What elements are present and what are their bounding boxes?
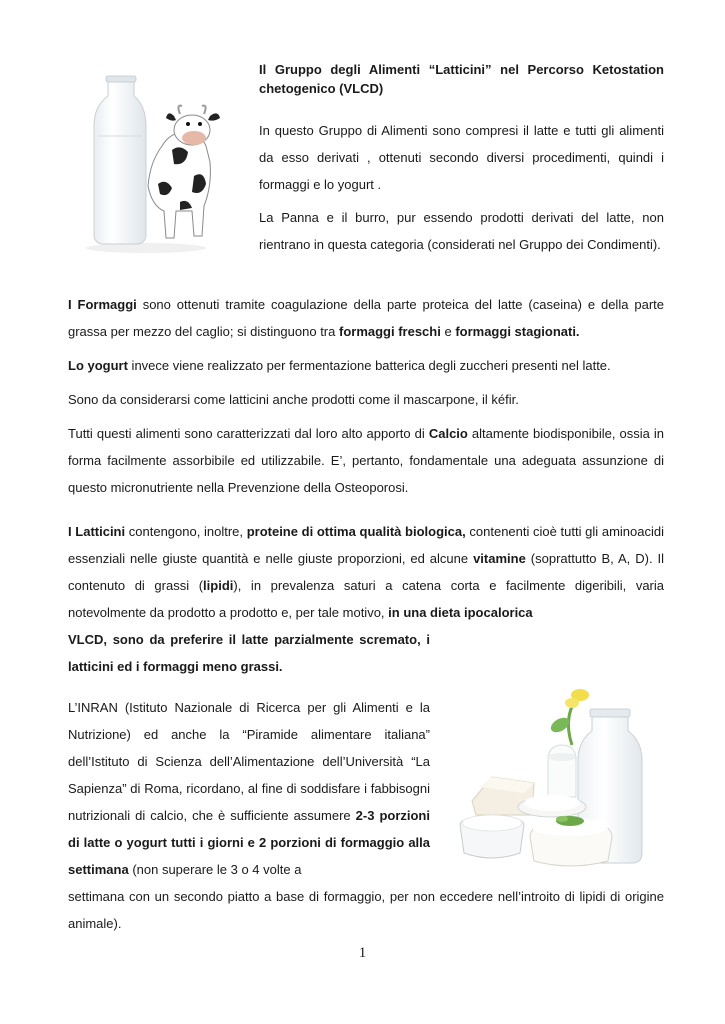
calcio-bold: Calcio <box>428 426 468 441</box>
latticini-dieta: in una dieta ipocalorica <box>388 605 533 620</box>
intro-paragraph-2: La Panna e il burro, pur essendo prodotti derivati del latte, non rientrano in questa categoria (considerati nel Gruppo dei Condimenti). <box>259 210 664 252</box>
latticini-vlcd-line <box>68 626 430 653</box>
document-title <box>259 60 664 98</box>
formaggi-paragraph <box>68 291 664 345</box>
calcio-text-2: altamente biodisponibile, ossia in forma facilmente assorbibile ed utilizzabile. E’, pertanto, fondamentale una adeguata assunzione di questo micronutriente nella Prevenzione della Osteoporosi. <box>68 426 664 495</box>
latticini-grassi-line <box>68 653 430 680</box>
latticini-proteine: proteine di ottima qualità biologica, <box>246 524 466 539</box>
inran-paragraph <box>68 694 430 883</box>
latticini-text-1: contengono, inoltre, <box>125 524 247 539</box>
inran-porzioni: 2-3 porzioni di latte o yogurt tutti i giorni e 2 porzioni di formaggio alla settimana <box>68 808 430 877</box>
dairy-products-image <box>452 685 667 875</box>
formaggi-text-1: sono ottenuti tramite coagulazione della parte proteica del latte (caseina) e della parte grassa per mezzo del caglio; si distinguono tra <box>68 297 664 339</box>
latticini-text-4: ), in prevalenza saturi a catena corta e facilmente digeribili, varia notevolmente da prodotto a prodotto e, per tale motivo, <box>68 578 664 620</box>
mascarpone-paragraph: Sono da considerarsi come latticini anche prodotti come il mascarpone, il kéfir. <box>68 392 519 407</box>
yogurt-paragraph <box>68 352 664 379</box>
page-number: 1 <box>358 945 367 961</box>
inran-paragraph-end: settimana con un secondo piatto a base di formaggio, per non eccedere nell’introito di lipidi di origine animale). <box>68 889 664 931</box>
formaggi-freschi: formaggi freschi <box>338 324 441 339</box>
inran-text-1: L’INRAN (Istituto Nazionale di Ricerca per gli Alimenti e la Nutrizione) ed anche la “Piramide alimentare italiana” dell’Istituto di Scienza dell’Alimentazione dell’Università “La Sapienza” di Roma, ricordano, al fine di soddisfare i fabbisogni nutrizionali di calcio, che è sufficiente assumere <box>68 700 430 823</box>
latticini-lipidi: lipidi <box>203 578 234 593</box>
yogurt-text: invece viene realizzato per fermentazione batterica degli zuccheri presenti nel latte. <box>127 358 611 373</box>
yogurt-lead: Lo yogurt <box>68 358 128 373</box>
calcio-text-1: Tutti questi alimenti sono caratterizzati dal loro alto apporto di <box>68 426 429 441</box>
title-line-2: chetogenico (VLCD) <box>259 81 384 96</box>
latticini-paragraph <box>68 518 664 626</box>
latticini-vitamine: vitamine <box>473 551 526 566</box>
intro-paragraph-1: In questo Gruppo di Alimenti sono compresi il latte e tutti gli alimenti da esso derivati , ottenuti secondo diversi procedimenti, quindi i formaggi e lo yogurt . <box>259 123 664 192</box>
latticini-grassi-text: latticini ed i formaggi meno grassi. <box>68 659 283 674</box>
inran-text-2: (non superare le 3 o 4 volte a <box>128 862 302 877</box>
latticini-vlcd-text: VLCD, sono da preferire il latte parzialmente scremato, i <box>68 632 430 647</box>
formaggi-lead: I Formaggi <box>68 297 137 312</box>
latticini-text-2: contenenti cioè tutti gli aminoacidi essenziali nelle giuste quantità e nelle giuste proporzioni, ed alcune <box>68 524 664 566</box>
latticini-text-3: (soprattutto B, A, D). Il contenuto di grassi ( <box>68 551 665 593</box>
latticini-lead: I Latticini <box>68 524 126 539</box>
milk-bottle-and-cow-image <box>76 66 236 256</box>
title-line-1: Il Gruppo degli Alimenti “Latticini” nel Percorso Ketostation <box>259 62 664 77</box>
formaggi-text-2: e <box>440 324 456 339</box>
calcio-paragraph <box>68 420 664 501</box>
formaggi-stagionati: formaggi stagionati. <box>455 324 580 339</box>
